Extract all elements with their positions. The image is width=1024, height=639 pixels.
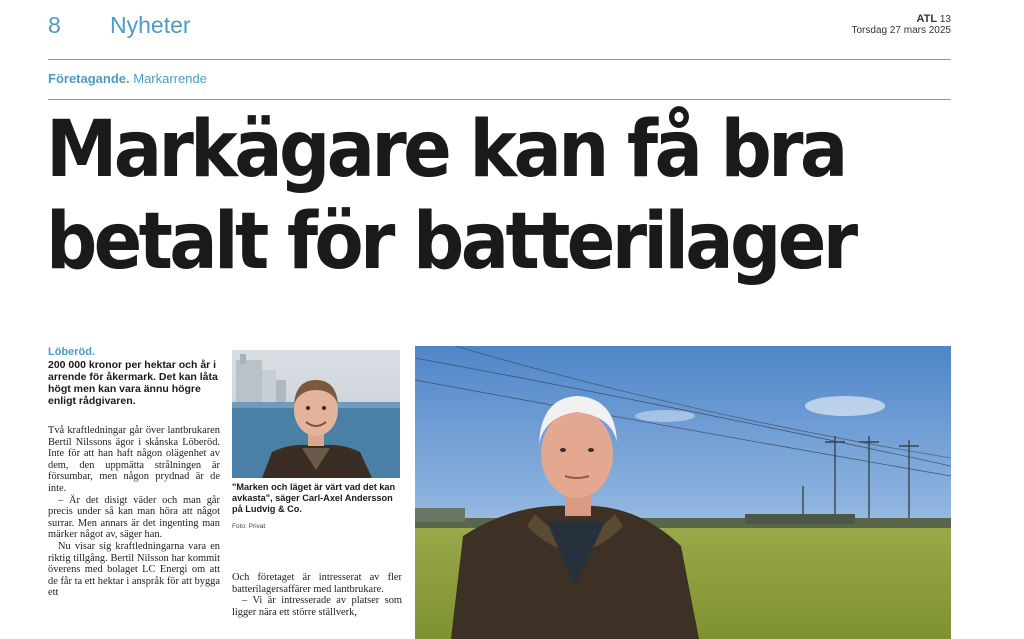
portrait-image <box>232 350 400 478</box>
kicker-rule <box>48 99 951 100</box>
publication-date: Torsdag 27 mars 2025 <box>851 25 951 36</box>
article-ingress: 200 000 kronor per hektar och år i arrende för åkermark. Det kan låta högt men kan vara ännu högre enligt rådgivaren. <box>48 359 218 407</box>
paragraph: Två kraftledningar går över lantbrukaren Bertil Nilssons ägor i skånska Löberöd. Inte för att han haft någon olägenhet av dem, den uppmätta strålningen är försumbar, men någon prydnad är de inte. <box>48 425 220 494</box>
headline-line-2: betalt för batterilager <box>46 197 855 287</box>
kicker-category: Företagande. <box>48 71 130 86</box>
article-column-2 <box>232 572 402 618</box>
publication-page: 13 <box>939 14 951 25</box>
section-title: Nyheter <box>110 12 191 38</box>
header-rule <box>48 59 951 60</box>
publication-info <box>851 14 951 36</box>
paragraph: Och företaget är intresserat av fler batterilagersaffärer med lantbrukare. <box>232 572 402 595</box>
kicker <box>48 71 207 86</box>
main-photo <box>415 346 951 639</box>
dateline-place: Löberöd. <box>48 346 96 358</box>
paragraph: – Vi är intresserade av platser som ligger nära ett större ställverk, <box>232 595 402 618</box>
headline <box>46 104 883 288</box>
portrait-photo <box>232 350 400 478</box>
main-photo-image <box>415 346 951 639</box>
portrait-caption: "Marken och läget är värt vad det kan avkasta", säger Carl-Axel Andersson på Ludvig & Co. <box>232 482 396 514</box>
publication-name: ATL <box>916 13 938 25</box>
paragraph: Nu visar sig kraftledningarna vara en riktig tillgång. Bertil Nilsson har kommit överens med bolaget LC Energi om att de får ta ett hektar i anspråk för att bygga ett <box>48 540 220 599</box>
headline-line-1: Markägare kan få bra <box>46 105 845 195</box>
article-column-1 <box>48 425 220 599</box>
photo-credit: Foto: Privat <box>232 523 266 530</box>
paragraph: – Är det disigt väder och man går precis under så kan man höra att något surrar. Men annars är det ingenting man märker något av, säger han. <box>48 494 220 541</box>
kicker-topic: Markarrende <box>133 71 207 86</box>
page-number: 8 <box>48 12 61 38</box>
